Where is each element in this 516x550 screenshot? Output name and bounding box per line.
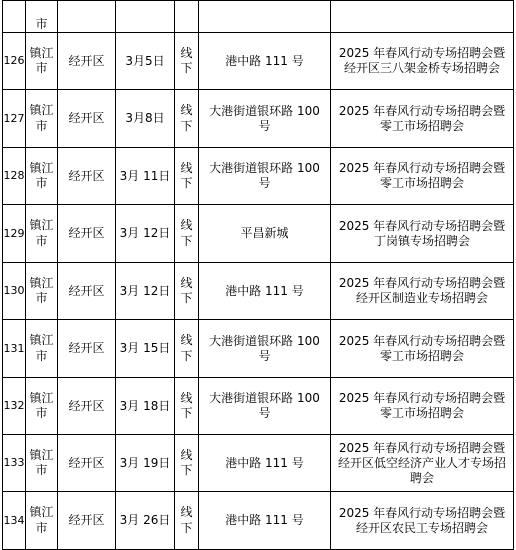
cell-date: 3月8日 bbox=[116, 90, 175, 148]
cell-date: 3月 15日 bbox=[116, 320, 175, 378]
table-row bbox=[3, 378, 514, 435]
cell-address: 大港街道银环路 100 号 bbox=[199, 320, 331, 378]
cell-district bbox=[58, 1, 116, 33]
cell-no: 130 bbox=[3, 263, 26, 320]
cell-date bbox=[116, 1, 175, 33]
cell-date: 3月 18日 bbox=[116, 378, 175, 435]
cell-address: 港中路 111 号 bbox=[199, 263, 331, 320]
cell-date: 3月 12日 bbox=[116, 205, 175, 263]
cell-address: 平昌新城 bbox=[199, 205, 331, 263]
cell-address: 大港街道银环路 100 号 bbox=[199, 148, 331, 205]
cell-no: 131 bbox=[3, 320, 26, 378]
cell-title: 2025 年春风行动专场招聘会暨经开区低空经济产业人才专场招聘会 bbox=[331, 435, 514, 492]
cell-title: 2025 年春风行动专场招聘会暨经开区农民工专场招聘会 bbox=[331, 492, 514, 550]
cell-no: 128 bbox=[3, 148, 26, 205]
cell-mode: 线下 bbox=[175, 378, 199, 435]
cell-no: 127 bbox=[3, 90, 26, 148]
table-row bbox=[3, 320, 514, 378]
cell-mode: 线下 bbox=[175, 435, 199, 492]
cell-address: 港中路 111 号 bbox=[199, 33, 331, 90]
table-row-partial bbox=[3, 1, 514, 33]
cell-city: 镇江市 bbox=[26, 263, 58, 320]
cell-city: 镇江市 bbox=[26, 435, 58, 492]
cell-mode: 线下 bbox=[175, 320, 199, 378]
cell-district: 经开区 bbox=[58, 205, 116, 263]
cell-mode: 线下 bbox=[175, 263, 199, 320]
cell-date: 3月 26日 bbox=[116, 492, 175, 550]
cell-title: 2025 年春风行动专场招聘会暨丁岗镇专场招聘会 bbox=[331, 205, 514, 263]
cell-district: 经开区 bbox=[58, 320, 116, 378]
cell-date: 3月 19日 bbox=[116, 435, 175, 492]
table-row bbox=[3, 90, 514, 148]
cell-address: 大港街道银环路 100 号 bbox=[199, 378, 331, 435]
table-row bbox=[3, 492, 514, 550]
cell-no: 133 bbox=[3, 435, 26, 492]
table-body bbox=[3, 1, 514, 550]
cell-city: 市 bbox=[26, 1, 58, 33]
cell-mode: 线下 bbox=[175, 33, 199, 90]
cell-no bbox=[3, 1, 26, 33]
cell-title: 2025 年春风行动专场招聘会暨零工市场招聘会 bbox=[331, 378, 514, 435]
cell-mode: 线下 bbox=[175, 492, 199, 550]
table-row bbox=[3, 263, 514, 320]
cell-district: 经开区 bbox=[58, 378, 116, 435]
cell-district: 经开区 bbox=[58, 492, 116, 550]
cell-no: 134 bbox=[3, 492, 26, 550]
cell-district: 经开区 bbox=[58, 33, 116, 90]
cell-city: 镇江市 bbox=[26, 320, 58, 378]
cell-address: 港中路 111 号 bbox=[199, 435, 331, 492]
job-fair-table-wrapper bbox=[2, 0, 514, 550]
table-row bbox=[3, 148, 514, 205]
cell-date: 3月 12日 bbox=[116, 263, 175, 320]
cell-title: 2025 年春风行动专场招聘会暨零工市场招聘会 bbox=[331, 148, 514, 205]
cell-title: 2025 年春风行动专场招聘会暨经开区制造业专场招聘会 bbox=[331, 263, 514, 320]
cell-no: 126 bbox=[3, 33, 26, 90]
cell-address bbox=[199, 1, 331, 33]
cell-city: 镇江市 bbox=[26, 90, 58, 148]
cell-date: 3月5日 bbox=[116, 33, 175, 90]
cell-city: 镇江市 bbox=[26, 33, 58, 90]
job-fair-schedule-table bbox=[2, 0, 514, 550]
cell-address: 大港街道银环路 100 号 bbox=[199, 90, 331, 148]
cell-mode: 线下 bbox=[175, 90, 199, 148]
cell-city: 镇江市 bbox=[26, 378, 58, 435]
table-row bbox=[3, 33, 514, 90]
cell-title: 2025 年春风行动专场招聘会暨零工市场招聘会 bbox=[331, 90, 514, 148]
cell-district: 经开区 bbox=[58, 263, 116, 320]
cell-city: 镇江市 bbox=[26, 148, 58, 205]
cell-mode: 线下 bbox=[175, 205, 199, 263]
cell-date: 3月 11日 bbox=[116, 148, 175, 205]
cell-no: 129 bbox=[3, 205, 26, 263]
cell-mode: 线下 bbox=[175, 148, 199, 205]
cell-title: 2025 年春风行动专场招聘会暨经开区三八架金桥专场招聘会 bbox=[331, 33, 514, 90]
cell-district: 经开区 bbox=[58, 148, 116, 205]
cell-address: 港中路 111 号 bbox=[199, 492, 331, 550]
cell-no: 132 bbox=[3, 378, 26, 435]
cell-mode bbox=[175, 1, 199, 33]
cell-district: 经开区 bbox=[58, 90, 116, 148]
cell-city: 镇江市 bbox=[26, 492, 58, 550]
cell-title: 2025 年春风行动专场招聘会暨零工市场招聘会 bbox=[331, 320, 514, 378]
table-row bbox=[3, 435, 514, 492]
table-row bbox=[3, 205, 514, 263]
cell-district: 经开区 bbox=[58, 435, 116, 492]
cell-city: 镇江市 bbox=[26, 205, 58, 263]
cell-title bbox=[331, 1, 514, 33]
